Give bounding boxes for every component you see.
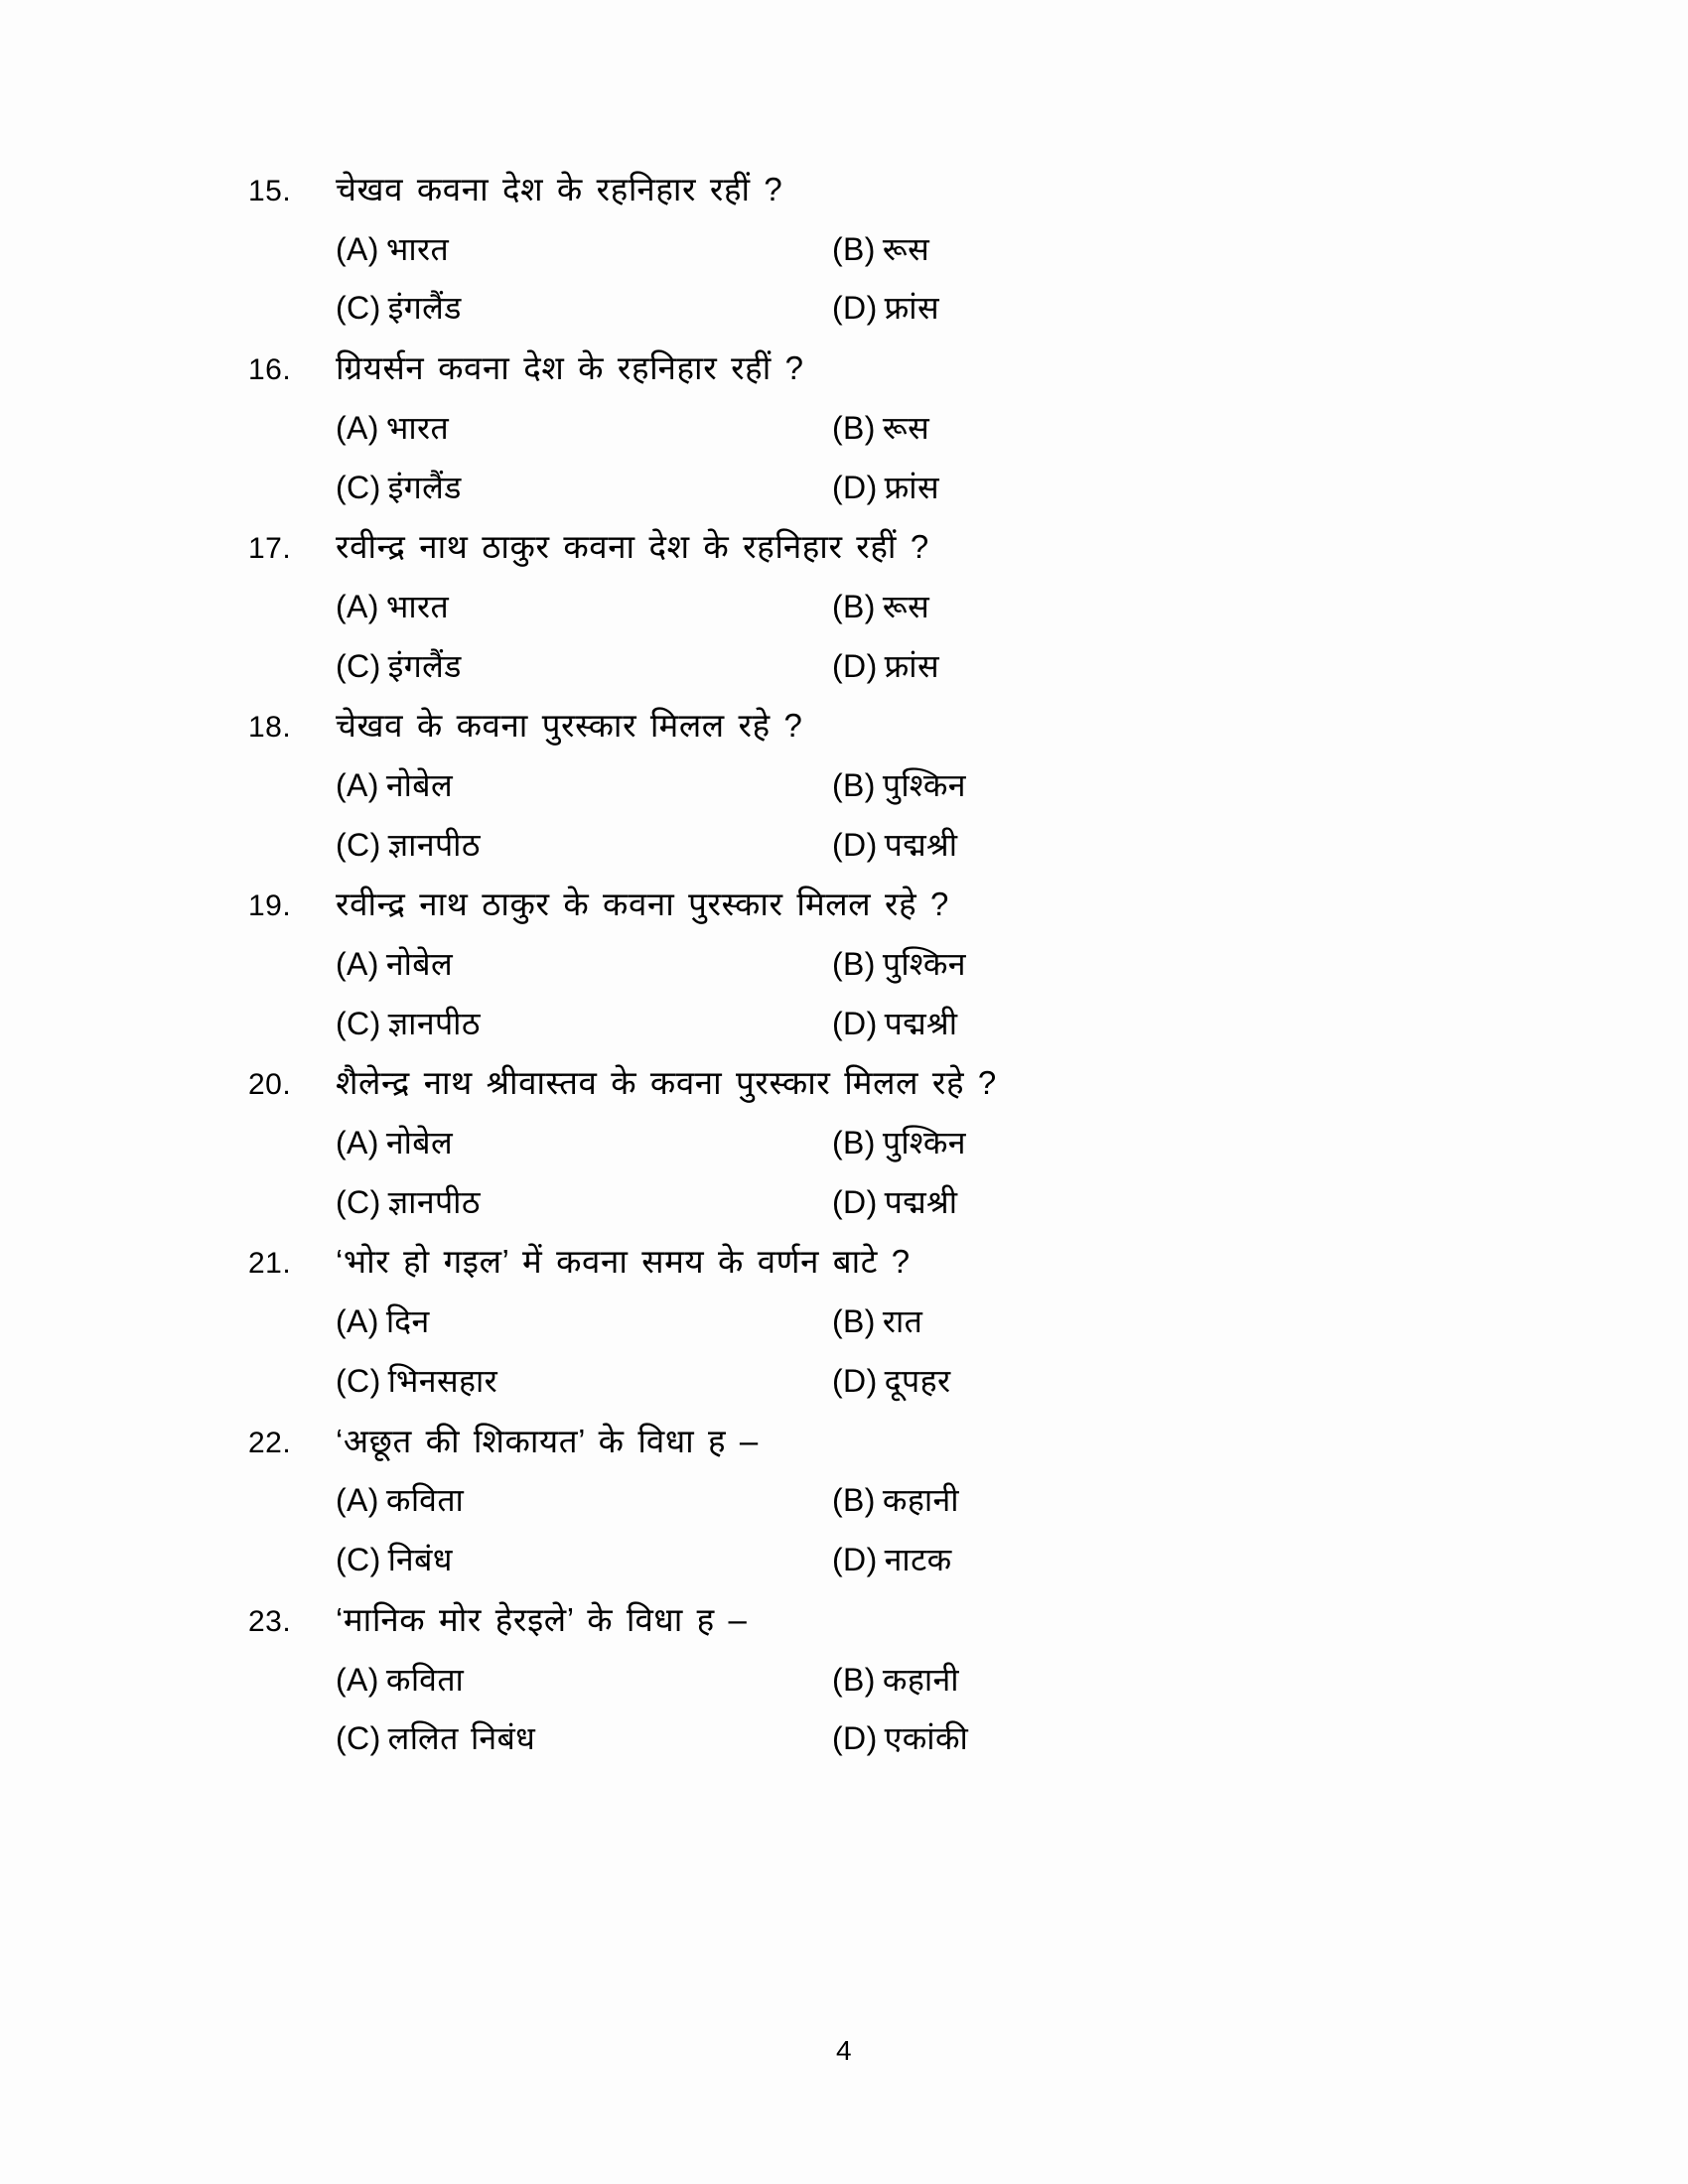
option-a-key: (A) [336, 1303, 379, 1340]
question-text: ‘अछूत की शिकायत’ के विधा ह – [336, 1422, 759, 1459]
option-d[interactable] [832, 468, 1450, 509]
option-d-key: (D) [832, 469, 878, 505]
option-c-key: (C) [336, 469, 381, 505]
option-d-key: (D) [832, 1542, 878, 1578]
option-b-key: (B) [832, 1303, 876, 1340]
question-text: ‘भोर हो गइल’ में कवना समय के वर्णन बाटे ? [336, 1243, 911, 1281]
option-b-key: (B) [832, 230, 876, 267]
option-b[interactable] [832, 765, 1450, 807]
option-a-label: नोबेल [385, 767, 454, 804]
option-a-key: (A) [336, 946, 379, 983]
option-b-key: (B) [832, 767, 876, 804]
question-text: रवीन्द्र नाथ ठाकुर के कवना पुरस्कार मिलल रहे ? [336, 886, 949, 923]
question-number: 20. [248, 1068, 292, 1102]
option-a[interactable] [336, 1301, 832, 1343]
option-a[interactable] [336, 1123, 832, 1164]
option-a-key: (A) [336, 589, 379, 625]
option-row-ab [248, 1123, 1450, 1164]
option-d-label: एकांकी [884, 1720, 969, 1757]
question-number: 16. [248, 353, 292, 387]
option-b[interactable] [832, 1660, 1450, 1702]
option-d-label: पद्मश्री [884, 1005, 958, 1041]
option-b-key: (B) [832, 589, 876, 625]
page-number: 4 [835, 2035, 853, 2066]
option-a-label: नोबेल [385, 1125, 454, 1161]
option-d-label: नाटक [884, 1542, 952, 1578]
option-c-label: ज्ञानपीठ [387, 1183, 481, 1220]
option-b[interactable] [832, 1301, 1450, 1343]
option-a-label: कविता [385, 1661, 465, 1698]
option-a-key: (A) [336, 409, 379, 446]
option-a-key: (A) [336, 1661, 379, 1698]
option-a[interactable] [336, 1660, 832, 1702]
question-number: 17. [248, 532, 292, 566]
question-text: चेखव कवना देश के रहनिहार रहीं ? [336, 171, 783, 207]
option-a-key: (A) [336, 1482, 379, 1519]
option-a-key: (A) [336, 767, 379, 804]
option-a[interactable] [336, 1480, 832, 1522]
option-d[interactable] [832, 646, 1450, 688]
option-row-cd [248, 825, 1450, 867]
option-d-label: फ्रांस [884, 290, 940, 327]
option-a[interactable] [336, 408, 832, 450]
option-c-key: (C) [336, 647, 381, 684]
option-d[interactable] [832, 1718, 1450, 1760]
option-row-cd [248, 1540, 1450, 1581]
question-item-20 [248, 1062, 1450, 1223]
option-a[interactable] [336, 765, 832, 807]
option-row-ab [248, 1480, 1450, 1522]
question-text: ग्रियर्सन कवना देश के रहनिहार रहीं ? [336, 349, 804, 387]
option-c[interactable] [336, 1540, 832, 1581]
option-d[interactable] [832, 1540, 1450, 1581]
option-d[interactable] [832, 825, 1450, 867]
option-c[interactable] [336, 1182, 832, 1224]
question-list [248, 169, 1450, 1760]
page-footer [0, 2035, 1688, 2067]
option-b[interactable] [832, 587, 1450, 628]
option-d-key: (D) [832, 1720, 878, 1757]
option-d-key: (D) [832, 1183, 878, 1220]
option-c-key: (C) [336, 1183, 381, 1220]
option-c-key: (C) [336, 1362, 381, 1399]
question-text: चेखव के कवना पुरस्कार मिलल रहे ? [336, 707, 803, 745]
option-c[interactable] [336, 646, 832, 688]
question-heading [248, 705, 1450, 748]
option-c[interactable] [336, 288, 832, 330]
option-b-label: कहानी [882, 1661, 959, 1698]
option-b-key: (B) [832, 409, 876, 446]
option-a[interactable] [336, 229, 832, 271]
option-c-label: इंगलैंड [387, 647, 462, 684]
question-heading [248, 169, 1450, 211]
option-d[interactable] [832, 288, 1450, 330]
option-d[interactable] [832, 1361, 1450, 1403]
option-a-label: दिन [385, 1303, 430, 1340]
question-item-23 [248, 1599, 1450, 1760]
option-row-ab [248, 1660, 1450, 1702]
option-b-label: रूस [882, 230, 930, 267]
question-number: 19. [248, 889, 292, 923]
option-d-key: (D) [832, 647, 878, 684]
option-c-label: निबंध [387, 1542, 453, 1578]
question-number: 21. [248, 1247, 292, 1281]
option-row-cd [248, 468, 1450, 509]
option-d-label: दूपहर [884, 1362, 951, 1399]
option-c[interactable] [336, 468, 832, 509]
question-number: 22. [248, 1426, 292, 1459]
option-b-label: रूस [882, 409, 930, 446]
option-row-ab [248, 587, 1450, 628]
option-c[interactable] [336, 1718, 832, 1760]
option-b-label: पुश्किन [882, 767, 966, 804]
option-b-label: पुश्किन [882, 946, 966, 983]
option-b-label: पुश्किन [882, 1125, 966, 1161]
option-row-cd [248, 1004, 1450, 1045]
option-b[interactable] [832, 944, 1450, 986]
option-b[interactable] [832, 1480, 1450, 1522]
option-b-label: रात [882, 1303, 923, 1340]
question-text: शैलेन्द्र नाथ श्रीवास्तव के कवना पुरस्कार मिलल रहे ? [336, 1064, 997, 1102]
question-item-16 [248, 347, 1450, 508]
option-row-ab [248, 229, 1450, 271]
option-d-key: (D) [832, 1005, 878, 1041]
option-c-label: ललित निबंध [387, 1720, 536, 1757]
option-d[interactable] [832, 1182, 1450, 1224]
question-heading [248, 1599, 1450, 1642]
question-heading [248, 347, 1450, 390]
option-row-cd [248, 1718, 1450, 1760]
option-row-cd [248, 1361, 1450, 1403]
option-a-label: नोबेल [385, 946, 454, 983]
option-b-key: (B) [832, 946, 876, 983]
question-heading [248, 1421, 1450, 1463]
question-text: ‘मानिक मोर हेरइले’ के विधा ह – [336, 1600, 748, 1638]
option-row-ab [248, 765, 1450, 807]
question-item-22 [248, 1421, 1450, 1581]
question-number: 23. [248, 1604, 292, 1638]
option-a-label: भारत [385, 589, 450, 625]
question-item-19 [248, 884, 1450, 1044]
option-a-label: भारत [385, 409, 450, 446]
option-c-key: (C) [336, 290, 381, 327]
option-a[interactable] [336, 587, 832, 628]
option-c-key: (C) [336, 826, 381, 863]
option-c[interactable] [336, 825, 832, 867]
option-b[interactable] [832, 229, 1450, 271]
question-heading [248, 1062, 1450, 1105]
option-c-label: इंगलैंड [387, 290, 462, 327]
question-heading [248, 1241, 1450, 1284]
question-item-21 [248, 1241, 1450, 1402]
option-row-ab [248, 408, 1450, 450]
option-b-key: (B) [832, 1482, 876, 1519]
option-c-label: इंगलैंड [387, 469, 462, 505]
option-d-label: फ्रांस [884, 647, 940, 684]
question-heading [248, 526, 1450, 569]
question-item-15 [248, 169, 1450, 330]
option-row-cd [248, 646, 1450, 688]
option-a-key: (A) [336, 1125, 379, 1161]
option-d-label: फ्रांस [884, 469, 940, 505]
option-c[interactable] [336, 1361, 832, 1403]
option-row-cd [248, 288, 1450, 330]
option-d[interactable] [832, 1004, 1450, 1045]
option-a-label: भारत [385, 230, 450, 267]
option-b-label: रूस [882, 589, 930, 625]
option-c-key: (C) [336, 1005, 381, 1041]
option-c-label: भिनसहार [387, 1362, 498, 1399]
option-b-label: कहानी [882, 1482, 959, 1519]
option-row-ab [248, 944, 1450, 986]
option-row-ab [248, 1301, 1450, 1343]
option-c-key: (C) [336, 1720, 381, 1757]
option-b-key: (B) [832, 1125, 876, 1161]
option-c-label: ज्ञानपीठ [387, 826, 481, 863]
question-number: 18. [248, 711, 292, 745]
option-b[interactable] [832, 1123, 1450, 1164]
option-row-cd [248, 1182, 1450, 1224]
option-a[interactable] [336, 944, 832, 986]
question-heading [248, 884, 1450, 926]
option-d-key: (D) [832, 290, 878, 327]
question-text: रवीन्द्र नाथ ठाकुर कवना देश के रहनिहार रहीं ? [336, 528, 929, 566]
option-d-key: (D) [832, 1362, 878, 1399]
question-number: 15. [248, 175, 292, 207]
question-item-18 [248, 705, 1450, 866]
option-c-key: (C) [336, 1542, 381, 1578]
option-b-key: (B) [832, 1661, 876, 1698]
option-d-key: (D) [832, 826, 878, 863]
option-a-key: (A) [336, 230, 379, 267]
option-d-label: पद्मश्री [884, 826, 958, 863]
option-b[interactable] [832, 408, 1450, 450]
option-c-label: ज्ञानपीठ [387, 1005, 481, 1041]
question-item-17 [248, 526, 1450, 687]
option-d-label: पद्मश्री [884, 1183, 958, 1220]
option-c[interactable] [336, 1004, 832, 1045]
option-a-label: कविता [385, 1482, 465, 1519]
